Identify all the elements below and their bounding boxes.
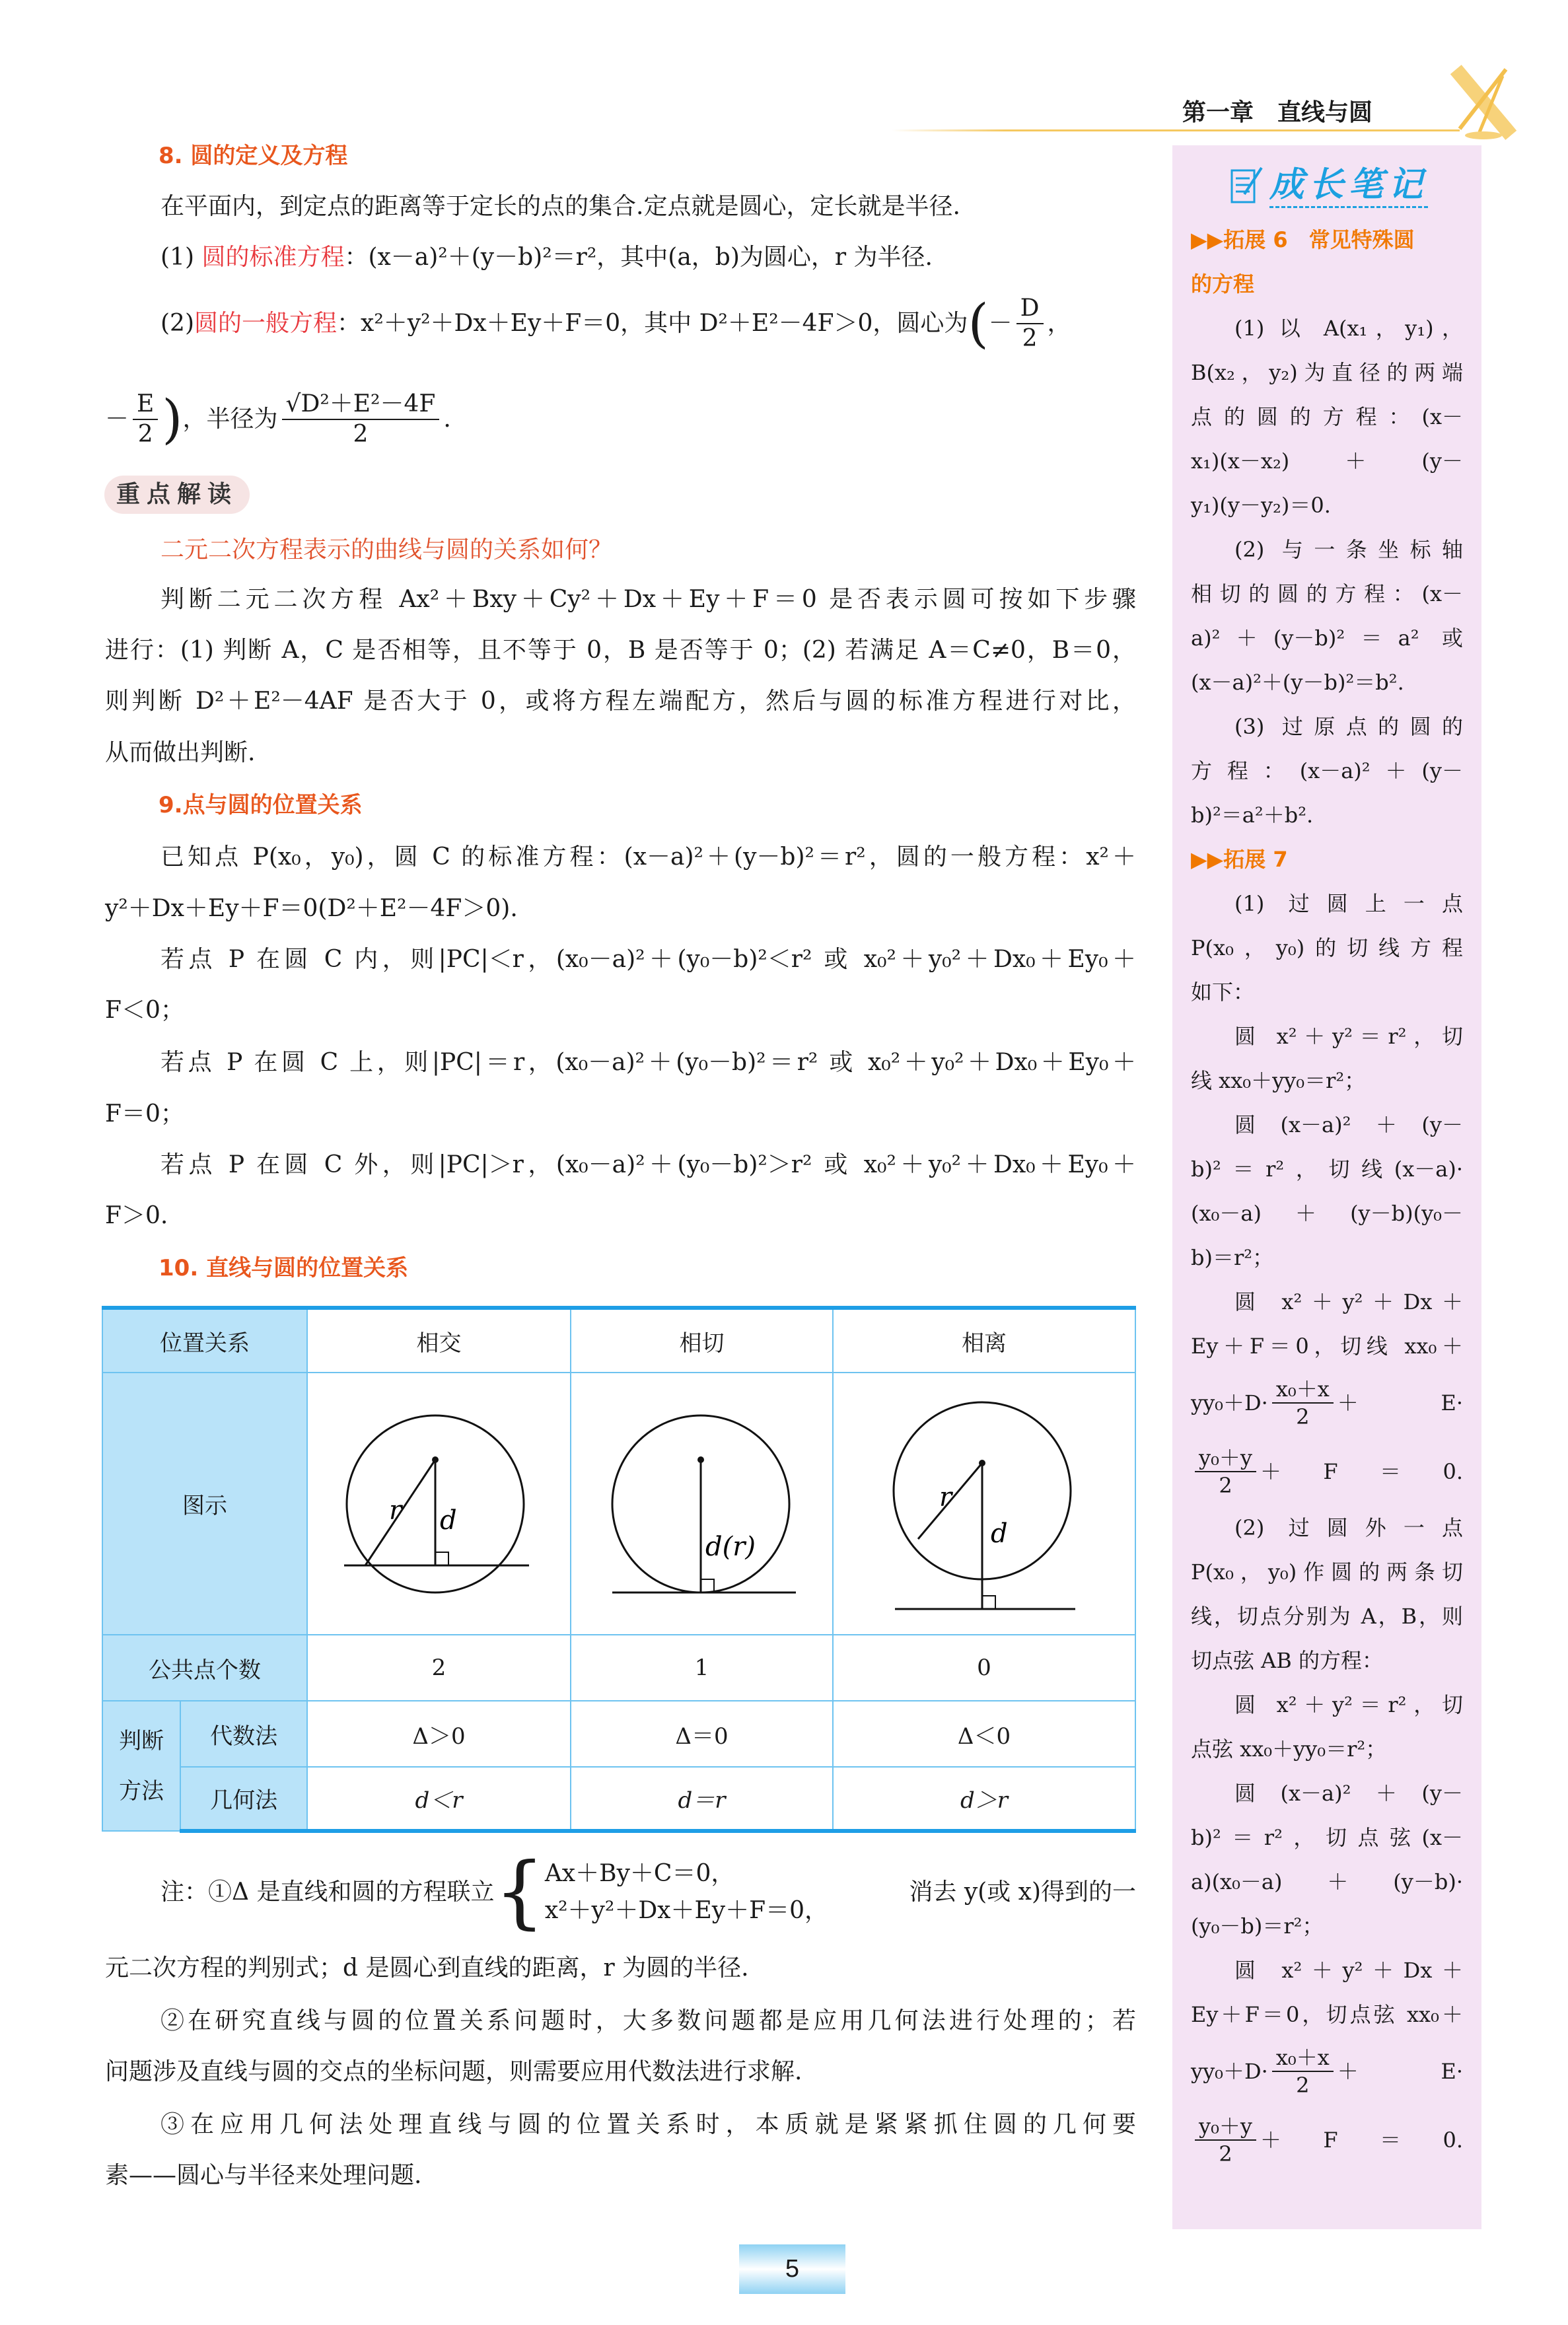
extension-6-content bbox=[1191, 306, 1463, 838]
sidebar-line: (x－a)²＋(y－b)²＝b². bbox=[1191, 670, 1404, 695]
s9-line: F＜0； bbox=[105, 997, 184, 1024]
extension-6-heading-cont: 的方程 bbox=[1191, 271, 1255, 297]
cell: Δ＜0 bbox=[833, 1701, 1135, 1767]
sidebar-line: x₁)(x－x₂)＋(y－ bbox=[1191, 448, 1463, 474]
frac-den: 2 bbox=[1296, 2073, 1310, 2098]
term-standard-equation: 圆的标准方程 bbox=[201, 244, 345, 271]
frac-post: ＋E· bbox=[1337, 2058, 1463, 2084]
center-point bbox=[979, 1460, 985, 1466]
frac-den: 2 bbox=[1219, 2141, 1232, 2166]
cell: d＜r bbox=[307, 1767, 571, 1831]
s8-standard-text: ：(x－a)²＋(y－b)²＝r²，其中(a，b)为圆心，r 为半径. bbox=[344, 244, 933, 271]
frac-num: E bbox=[133, 390, 158, 420]
table-header-row bbox=[102, 1308, 1135, 1373]
frac-num: y₀＋y bbox=[1195, 2113, 1256, 2141]
sidebar-line: 切点弦 AB 的方程： bbox=[1191, 1648, 1383, 1673]
sidebar-line bbox=[1191, 2037, 1463, 2106]
note-line: ③在应用几何法处理直线与圆的位置关系时，本质就是紧紧抓住圆的几何要 bbox=[160, 2111, 1136, 2138]
frac-num: x₀＋x bbox=[1272, 1376, 1334, 1404]
sidebar-line: 线，切点分别为 A，B，则 bbox=[1191, 1604, 1463, 1629]
s9-line: y²＋Dx＋Ey＋F＝0(D²＋E²－4F＞0). bbox=[105, 895, 518, 922]
cell: d＝r bbox=[571, 1767, 833, 1831]
sidebar-line: P(x₀，y₀)作圆的两条切 bbox=[1191, 1559, 1463, 1585]
sidebar-line: (1) 过圆上一点 bbox=[1234, 891, 1463, 916]
extension-title: 拓展 7 bbox=[1223, 847, 1288, 872]
fraction bbox=[1195, 2113, 1256, 2167]
cell: d＞r bbox=[833, 1767, 1135, 1831]
center-point bbox=[432, 1456, 439, 1463]
row-label: 几何法 bbox=[180, 1767, 307, 1831]
extension-title: 拓展 6 常见特殊圆 bbox=[1223, 227, 1415, 252]
s9-line: 若点 P 在圆 C 外，则|PC|＞r，(x₀－a)²＋(y₀－b)²＞r² 或 x₀²＋y₀²＋Dx₀＋Ey₀＋ bbox=[160, 1151, 1136, 1178]
sidebar-line: 圆(x－a)²＋(y－ bbox=[1234, 1112, 1463, 1137]
sidebar-line: B(x₂，y₂)为直径的两端 bbox=[1191, 360, 1463, 385]
fraction bbox=[1195, 1445, 1256, 1499]
sidebar-line: (y₀－b)＝r²； bbox=[1191, 1914, 1324, 1939]
header-cell: 位置关系 bbox=[102, 1308, 307, 1373]
paren: ( bbox=[968, 293, 989, 354]
sidebar-line: (2) 与一条坐标轴 bbox=[1234, 537, 1463, 562]
term-general-equation: 圆的一般方程 bbox=[194, 310, 338, 337]
sidebar-line: 相切的圆的方程：(x－ bbox=[1191, 581, 1463, 606]
frac-pre: yy₀＋D· bbox=[1191, 1390, 1268, 1415]
s8-general-text: ：x²＋y²＋Dx＋Ey＋F＝0，其中 D²＋E²－4F＞0，圆心为 bbox=[337, 310, 968, 337]
sidebar-line: b)²＝r²，切点弦(x－ bbox=[1191, 1825, 1463, 1850]
sidebar-line: (x₀－a)＋(y－b)(y₀－ bbox=[1191, 1201, 1463, 1226]
s9-line: F＞0. bbox=[105, 1202, 168, 1229]
sidebar-line bbox=[1191, 2106, 1463, 2174]
cell: 0 bbox=[833, 1635, 1135, 1701]
notebook-pen-icon bbox=[1230, 165, 1264, 205]
system-eq: x²＋y²＋Dx＋Ey＋F＝0， bbox=[544, 1897, 828, 1924]
comma: ， bbox=[1047, 310, 1071, 337]
note-prefix: 注：①Δ 是直线和圆的方程联立 bbox=[160, 1878, 495, 1906]
tangent-diagram bbox=[571, 1374, 832, 1633]
sidebar-line: (3) 过原点的圆的 bbox=[1234, 714, 1463, 739]
sidebar-line: 圆 x²＋y²＝r²，切 bbox=[1234, 1024, 1463, 1049]
item-number: (2) bbox=[160, 310, 194, 337]
chapter-title: 第一章 直线与圆 bbox=[1182, 99, 1373, 126]
frac-den: 2 bbox=[1296, 1404, 1310, 1429]
cell: Δ＞0 bbox=[307, 1701, 571, 1767]
sidebar-line: 线 xx₀＋yy₀＝r²； bbox=[1191, 1068, 1366, 1093]
key-question: 二元二次方程表示的曲线与圆的关系如何？ bbox=[160, 536, 613, 563]
sidebar-line bbox=[1191, 1437, 1463, 1506]
key-points-badge: 重点解读 bbox=[104, 476, 250, 514]
double-arrow-icon: ▶▶ bbox=[1191, 847, 1224, 872]
sidebar-body bbox=[1191, 218, 1463, 2174]
figure-cell bbox=[571, 1373, 833, 1635]
sidebar-line: 点的圆的方程：(x－ bbox=[1191, 404, 1463, 429]
brace: { bbox=[494, 1846, 545, 1938]
sidebar-line bbox=[1191, 1369, 1463, 1437]
minus: － bbox=[105, 406, 129, 433]
sidebar-line: 方程：(x－a)²＋(y－ bbox=[1191, 758, 1463, 783]
row-group-label bbox=[102, 1701, 180, 1831]
sidebar-line: 点弦 xx₀＋yy₀＝r²； bbox=[1191, 1736, 1387, 1762]
frac-den: 2 bbox=[1022, 325, 1038, 352]
sidebar-line: y₁)(y－y₂)＝0. bbox=[1191, 493, 1331, 518]
frac-pre: yy₀＋D· bbox=[1191, 2058, 1268, 2084]
distance-label: d bbox=[990, 1519, 1008, 1549]
note-suffix: 消去 y(或 x)得到的一 bbox=[909, 1878, 1136, 1906]
row-label: 公共点个数 bbox=[102, 1635, 307, 1701]
s9-line: 已知点 P(x₀，y₀)，圆 C 的标准方程：(x－a)²＋(y－b)²＝r²，圆的一般方程：x²＋ bbox=[160, 843, 1136, 871]
cell: 2 bbox=[307, 1635, 571, 1701]
fraction bbox=[1016, 294, 1044, 353]
radius-label: r bbox=[939, 1482, 952, 1513]
paren: ) bbox=[162, 388, 183, 450]
equation-system bbox=[545, 1855, 909, 1929]
section-8-title: 8. 圆的定义及方程 bbox=[159, 143, 348, 169]
figure-cell bbox=[833, 1373, 1135, 1635]
s8-standard-equation bbox=[160, 242, 1136, 273]
sidebar-line: 圆 x²＋y²＋Dx＋ bbox=[1234, 1289, 1463, 1314]
s9-line: F＝0； bbox=[105, 1100, 184, 1127]
sidebar-line: b)＝r²； bbox=[1191, 1245, 1274, 1270]
s8-paragraph: 在平面内，到定点的距离等于定长的点的集合.定点就是圆心，定长就是半径. bbox=[160, 193, 960, 220]
frac-den: 2 bbox=[1219, 1473, 1232, 1498]
fraction bbox=[133, 390, 158, 449]
note-line: 元二次方程的判别式；d 是圆心到直线的距离，r 为圆的半径. bbox=[105, 1954, 749, 1982]
sidebar-line: 如下： bbox=[1191, 980, 1255, 1005]
extension-7-content bbox=[1191, 882, 1463, 2174]
header-cell: 相离 bbox=[833, 1308, 1135, 1373]
center-point bbox=[697, 1456, 704, 1463]
radius-fraction bbox=[282, 390, 440, 449]
s9-line: 若点 P 在圆 C 上，则|PC|＝r，(x₀－a)²＋(y₀－b)²＝r² 或 x₀²＋y₀²＋Dx₀＋Ey₀＋ bbox=[160, 1049, 1136, 1076]
frac-den: 2 bbox=[137, 421, 153, 448]
distance-label: d bbox=[439, 1505, 457, 1536]
row-label: 代数法 bbox=[180, 1701, 307, 1767]
page-number: 5 bbox=[739, 2244, 845, 2294]
section-10-title: 10. 直线与圆的位置关系 bbox=[159, 1255, 409, 1281]
sidebar-line: a)²＋(y－b)²＝a² 或 bbox=[1191, 626, 1463, 651]
frac-post: ＋E· bbox=[1337, 1390, 1463, 1415]
period: . bbox=[443, 406, 451, 433]
radius-text: ，半径为 bbox=[182, 406, 278, 433]
section-9-title: 9.点与圆的位置关系 bbox=[159, 792, 363, 818]
table-row bbox=[102, 1701, 1135, 1767]
key-line: 进行：(1) 判断 A，C 是否相等，且不等于 0，B 是否等于 0；(2) 若满足 A＝C≠0，B＝0， bbox=[105, 637, 1136, 664]
header-rule bbox=[892, 129, 1460, 131]
right-angle-mark bbox=[701, 1579, 714, 1592]
s8-general-equation-cont bbox=[105, 386, 1136, 452]
sidebar-line: P(x₀，y₀)的切线方程 bbox=[1191, 935, 1463, 960]
note-line-1 bbox=[160, 1846, 1136, 1938]
figure-row bbox=[102, 1373, 1135, 1635]
frac-num: D bbox=[1016, 294, 1044, 324]
intersect-diagram bbox=[308, 1374, 570, 1633]
table-row bbox=[102, 1635, 1135, 1701]
frac-num: x₀＋x bbox=[1272, 2044, 1334, 2072]
s8-general-equation bbox=[160, 291, 1136, 357]
sidebar-line: Ey＋F＝0，切点弦 xx₀＋ bbox=[1191, 2002, 1463, 2027]
key-line: 从而做出判断. bbox=[105, 739, 256, 766]
distance-radius-label: d(r) bbox=[705, 1532, 756, 1562]
frac-num: y₀＋y bbox=[1195, 1445, 1256, 1472]
sidebar-title: 成长笔记 bbox=[1269, 164, 1428, 208]
sidebar-line: 圆 x²＋y²＋Dx＋ bbox=[1234, 1958, 1463, 1983]
frac-post: ＋F＝0. bbox=[1260, 2127, 1463, 2153]
sidebar-line: (1) 以 A(x₁，y₁)， bbox=[1234, 316, 1463, 341]
note-line: 问题涉及直线与圆的交点的坐标问题，则需要应用代数法进行求解. bbox=[105, 2058, 802, 2085]
ruler-compass-icon bbox=[1440, 63, 1526, 142]
method-label-line: 方法 bbox=[119, 1777, 164, 1805]
extension-7-heading bbox=[1191, 838, 1463, 882]
key-line: 判断二元二次方程 Ax²＋Bxy＋Cy²＋Dx＋Ey＋F＝0 是否表示圆可按如下步骤 bbox=[160, 586, 1136, 613]
cell: 1 bbox=[571, 1635, 833, 1701]
extension-6-heading bbox=[1191, 218, 1463, 262]
sidebar-line: 圆(x－a)²＋(y－ bbox=[1234, 1781, 1463, 1806]
item-number: (1) bbox=[160, 244, 202, 271]
note-line: ②在研究直线与圆的位置关系问题时，大多数问题都是应用几何法进行处理的；若 bbox=[160, 2007, 1136, 2034]
fraction bbox=[1272, 1376, 1334, 1430]
cell: Δ＝0 bbox=[571, 1701, 833, 1767]
row-label: 图示 bbox=[102, 1373, 307, 1635]
s9-line: 若点 P 在圆 C 内，则|PC|＜r，(x₀－a)²＋(y₀－b)²＜r² 或 x₀²＋y₀²＋Dx₀＋Ey₀＋ bbox=[160, 946, 1136, 973]
right-angle-mark bbox=[435, 1552, 448, 1565]
radius-label: r bbox=[388, 1495, 402, 1526]
minus: － bbox=[988, 310, 1013, 337]
frac-post: ＋F＝0. bbox=[1260, 1458, 1463, 1484]
figure-cell bbox=[307, 1373, 571, 1635]
table-row bbox=[102, 1767, 1135, 1831]
sidebar-line: b)²＝r²，切线(x－a)· bbox=[1191, 1157, 1463, 1182]
system-eq: Ax＋By＋C＝0， bbox=[544, 1860, 735, 1887]
header-cell: 相切 bbox=[571, 1308, 833, 1373]
fraction bbox=[1272, 2044, 1334, 2098]
frac-den: 2 bbox=[353, 421, 369, 448]
method-label-line: 判断 bbox=[119, 1727, 164, 1754]
sidebar-line: Ey＋F＝0，切线 xx₀＋ bbox=[1191, 1334, 1463, 1359]
separate-diagram bbox=[834, 1374, 1135, 1633]
key-line: 则判断 D²＋E²－4AF 是否大于 0，或将方程左端配方，然后与圆的标准方程进行对比， bbox=[105, 688, 1136, 715]
frac-num: √D²＋E²－4F bbox=[282, 390, 440, 420]
sidebar-line: b)²＝a²＋b². bbox=[1191, 803, 1314, 828]
sidebar-line: a)(x₀－a)＋(y－b)· bbox=[1191, 1869, 1463, 1894]
note-line: 素——圆心与半径来处理问题. bbox=[105, 2162, 422, 2189]
sidebar-line: 圆 x²＋y²＝r²，切 bbox=[1234, 1692, 1463, 1717]
double-arrow-icon: ▶▶ bbox=[1191, 227, 1224, 252]
sidebar-line: (2) 过圆外一点 bbox=[1234, 1515, 1463, 1540]
line-circle-relation-table bbox=[102, 1306, 1136, 1833]
header-cell: 相交 bbox=[307, 1308, 571, 1373]
right-angle-mark bbox=[982, 1596, 995, 1609]
